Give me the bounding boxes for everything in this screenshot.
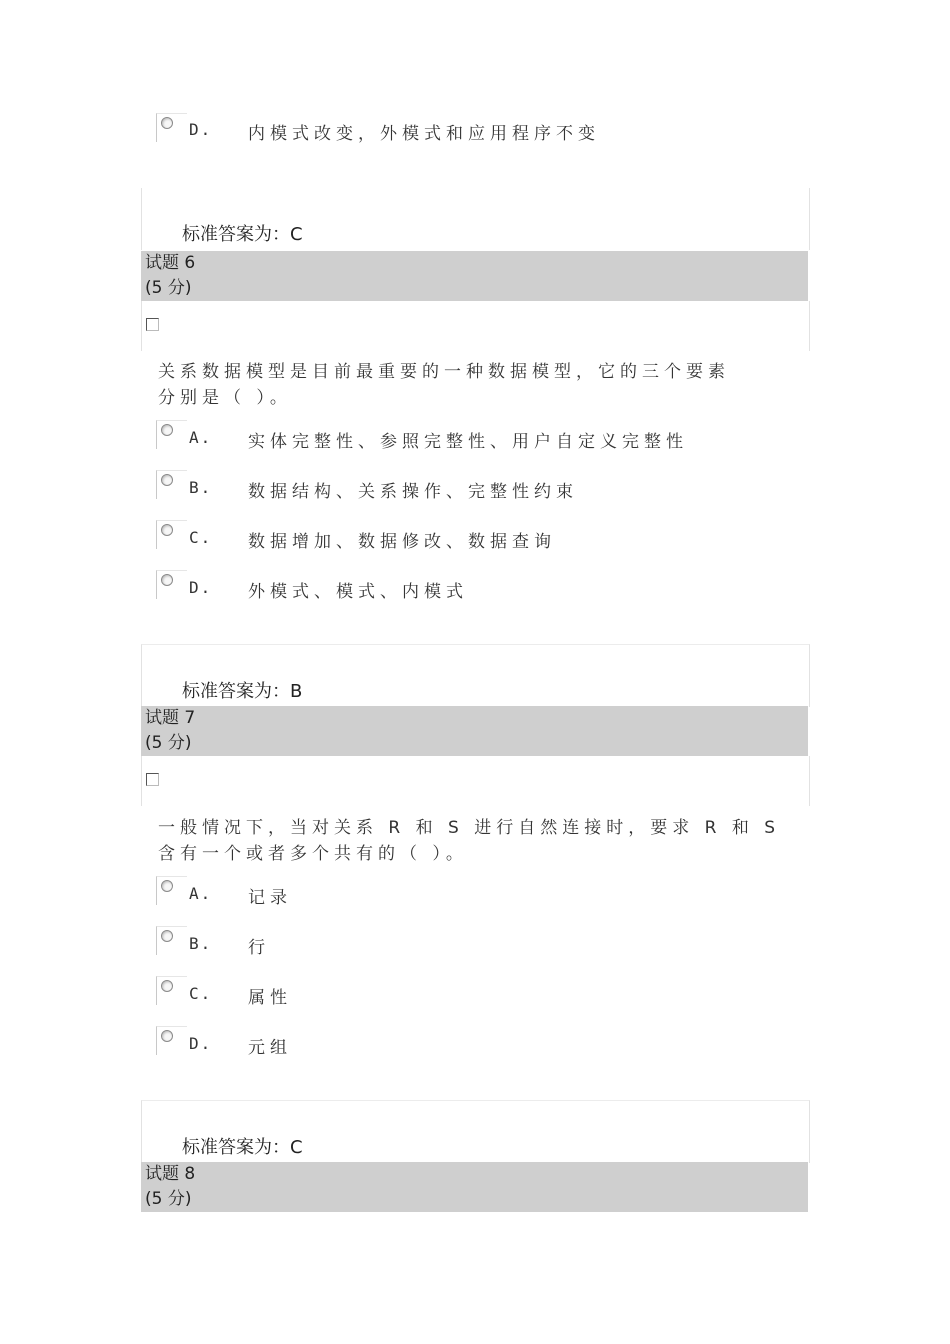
option-letter: B.: [189, 478, 213, 497]
option-letter: C.: [189, 984, 213, 1003]
radio-q7-d[interactable]: [156, 1026, 187, 1055]
question-score: (5 分): [145, 733, 192, 753]
question-text-line: 分别是（ ）。: [158, 388, 292, 408]
question-text: [158, 359, 788, 411]
option-text: 数据增加、数据修改、数据查询: [248, 532, 556, 552]
option-text: 内模式改变，外模式和应用程序不变: [248, 124, 600, 144]
flag-checkbox[interactable]: [146, 318, 159, 331]
question-text-line: 含有一个或者多个共有的（ ）。: [158, 844, 468, 864]
radio-q7-a[interactable]: [156, 876, 187, 905]
question-score: (5 分): [145, 1189, 192, 1209]
question-header: [141, 251, 808, 301]
question-text-line: 一般情况下，当对关系 R 和 S 进行自然连接时，要求 R 和 S: [158, 818, 781, 838]
option-letter: D.: [189, 578, 213, 597]
option-letter: B.: [189, 934, 213, 953]
radio-q6-d[interactable]: [156, 570, 187, 599]
option-text: 实体完整性、参照完整性、用户自定义完整性: [248, 432, 688, 452]
option-text: 元组: [248, 1038, 292, 1058]
option-text: 数据结构、关系操作、完整性约束: [248, 482, 578, 502]
radio-q7-c[interactable]: [156, 976, 187, 1005]
radio-q6-b[interactable]: [156, 470, 187, 499]
question-title: 试题 8: [145, 1164, 196, 1184]
option-letter: C.: [189, 528, 213, 547]
question-header: [141, 706, 808, 756]
radio-q6-c[interactable]: [156, 520, 187, 549]
option-letter: A.: [189, 428, 213, 447]
question-header: [141, 1162, 808, 1212]
option-text: 外模式、模式、内模式: [248, 582, 468, 602]
option-text: 属性: [248, 988, 292, 1008]
standard-answer: 标准答案为：B: [182, 681, 303, 702]
radio-q5-d[interactable]: [156, 113, 187, 142]
question-score: (5 分): [145, 278, 192, 298]
question-text-line: 关系数据模型是目前最重要的一种数据模型，它的三个要素: [158, 362, 730, 382]
flag-area: [141, 756, 810, 806]
standard-answer: 标准答案为：C: [182, 1137, 303, 1158]
option-text: 记录: [248, 888, 292, 908]
question-title: 试题 7: [145, 708, 196, 728]
standard-answer: 标准答案为：C: [182, 224, 303, 245]
radio-q7-b[interactable]: [156, 926, 187, 955]
option-letter: D.: [189, 120, 213, 139]
question-title: 试题 6: [145, 253, 196, 273]
flag-area: [141, 301, 810, 351]
option-text: 行: [248, 938, 270, 958]
option-letter: D.: [189, 1034, 213, 1053]
question-text: [158, 815, 788, 867]
flag-checkbox[interactable]: [146, 773, 159, 786]
radio-q6-a[interactable]: [156, 420, 187, 449]
option-letter: A.: [189, 884, 213, 903]
